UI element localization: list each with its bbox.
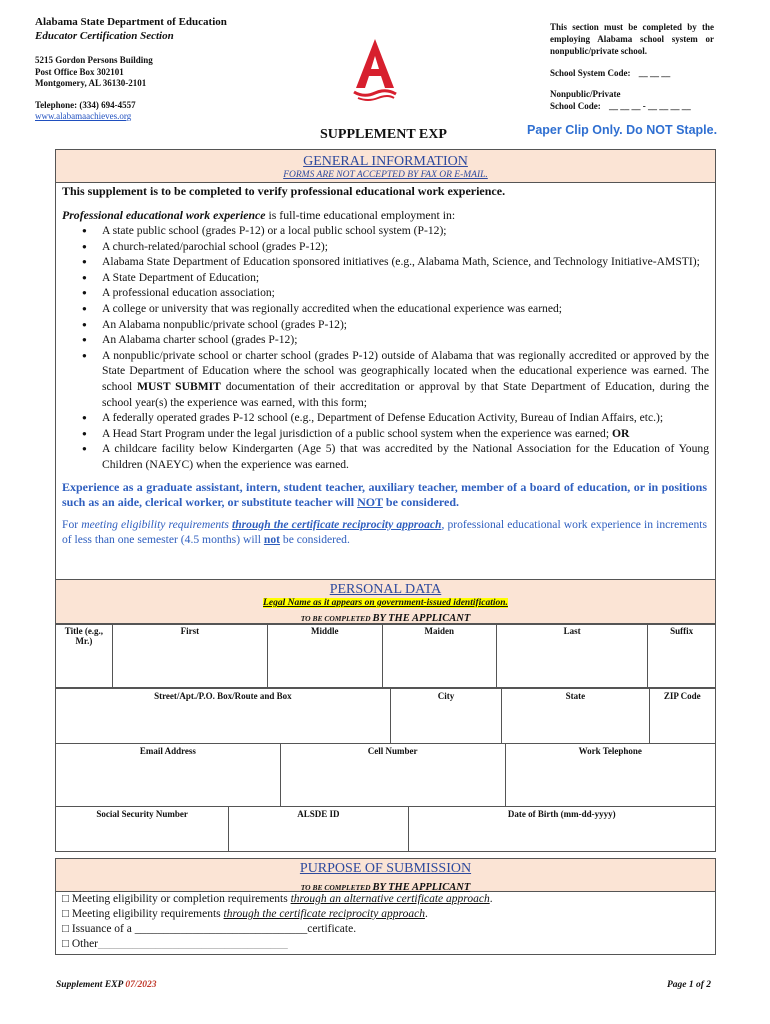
alsde-logo-icon (350, 36, 400, 106)
other-field[interactable]: _________________________________ (98, 938, 288, 950)
childcare-text: A childcare facility below Kindergarten (Age 5) that was accredited by the National Association for the Education of Young Children (NAEYC) when the experience was earned. (102, 442, 709, 471)
recip-bold: through the certificate reciprocity approach (231, 517, 442, 531)
experience-item: ● An Alabama nonpublic/private school (grades P-12); (102, 317, 709, 333)
personal-data-title: PERSONAL DATA (329, 582, 442, 597)
experience-item: ● A college or university that was regionally accredited when the educational experience was earned; (102, 301, 709, 317)
footer-form-id (56, 980, 156, 990)
website-link[interactable]: www.alabamaachieves.org (35, 111, 132, 121)
suffix-cell[interactable] (648, 624, 716, 688)
dob-label: Date of Birth (mm-dd-yyyy) (507, 809, 616, 819)
excluded-note-not: NOT (357, 495, 383, 509)
nonpublic-code-row (550, 100, 714, 112)
cell-number-label: Cell Number (367, 746, 418, 756)
option-reciprocity-b: through the certificate reciprocity approach (223, 908, 425, 920)
experience-item: ● A church-related/parochial school (grades P-12); (102, 239, 709, 255)
maiden-name-label: Maiden (424, 626, 455, 636)
option-alternative[interactable] (62, 892, 715, 907)
work-telephone-cell[interactable] (505, 744, 715, 807)
experience-item: ● Alabama State Department of Education sponsored initiatives (e.g., Alabama Math, Science, and Technology Initiative-AMSTI); (102, 254, 709, 270)
submission-title: PURPOSE OF SUBMISSION (299, 861, 472, 876)
street-cell[interactable] (56, 689, 391, 744)
employer-notice: This section must be completed by the employing Alabama school system or nonpublic/private school. (550, 22, 714, 56)
address-line-2: Post Office Box 302101 (35, 66, 124, 77)
section-name: Educator Certification Section (35, 30, 174, 42)
alsde-id-label: ALSDE ID (297, 809, 340, 819)
recip-a: For (62, 517, 82, 531)
last-name-label: Last (563, 626, 581, 636)
address-line-1: 5215 Gordon Persons Building (35, 55, 153, 65)
submission-tbc-b: BY THE APPLICANT (372, 882, 471, 893)
excluded-note-b: be considered. (382, 495, 460, 509)
experience-item (102, 441, 709, 472)
recip-b: , professional educational work experience in increments of less than one semester (4.5 months) will (62, 517, 707, 546)
checkbox-reciprocity[interactable]: □ (62, 908, 69, 920)
dob-cell[interactable] (408, 807, 716, 852)
footer-form-name: Supplement EXP (56, 980, 126, 990)
school-system-code-field[interactable]: __ __ __ (638, 68, 671, 78)
employer-section (550, 21, 714, 112)
telephone: Telephone: (334) 694-4557 (35, 100, 136, 110)
option-reciprocity[interactable] (62, 907, 715, 922)
excluded-experience-note (62, 480, 707, 511)
experience-item (102, 348, 709, 410)
title-label: Title (e.g., Mr.) (64, 626, 104, 646)
option-alternative-a: Meeting eligibility or completion requirements (71, 893, 291, 905)
recip-not: not (263, 532, 280, 546)
footer-form-date: 07/2023 (125, 980, 157, 990)
state-label: State (565, 691, 586, 701)
paper-clip-notice: Paper Clip Only. Do NOT Staple. (527, 123, 718, 137)
first-name-cell[interactable] (112, 624, 267, 688)
experience-list (56, 223, 709, 473)
nonpublic-code-field[interactable]: __ __ __ - __ __ __ __ (609, 101, 691, 111)
nonpublic-code-label: School Code: (550, 101, 601, 111)
option-other[interactable] (62, 937, 715, 952)
issuance-certificate-field[interactable]: ______________________________ (134, 923, 308, 935)
experience-item (102, 426, 709, 442)
state-cell[interactable] (502, 689, 649, 744)
option-alternative-b: through an alternative certificate approach (290, 893, 490, 905)
submission-tbc-a: TO BE COMPLETED (300, 883, 373, 892)
headstart-text: A Head Start Program under the legal jurisdiction of a public school system when the experience was earned; (102, 426, 612, 440)
personal-tbc-b: BY THE APPLICANT (372, 613, 471, 624)
experience-item: ● An Alabama charter school (grades P-12); (102, 332, 709, 348)
last-name-cell[interactable] (497, 624, 648, 688)
middle-name-label: Middle (310, 626, 339, 636)
experience-item: ● A state public school (grades P-12) or a local public school system (P-12); (102, 223, 709, 239)
checkbox-other[interactable]: □ (62, 938, 69, 950)
experience-item: ● A professional education association; (102, 285, 709, 301)
suffix-label: Suffix (670, 626, 694, 636)
general-info-body (55, 181, 716, 602)
address-table (55, 688, 716, 744)
option-reciprocity-a: Meeting eligibility requirements (71, 908, 224, 920)
definition-rest: is full-time educational employment in: (265, 208, 456, 222)
submission-header (55, 858, 716, 892)
submission-body (55, 890, 716, 955)
fed-text: A federally operated grades P-12 school (e.g., Department of Defense Education Activity, Bureau of Indian Affairs, etc.); (102, 411, 664, 425)
form-title: SUPPLEMENT EXP (320, 127, 447, 142)
city-label: City (437, 691, 455, 701)
id-table (55, 806, 716, 852)
middle-name-cell[interactable] (268, 624, 383, 688)
email-cell[interactable] (56, 744, 281, 807)
reciprocity-note (62, 517, 707, 547)
option-reciprocity-period: . (424, 908, 428, 920)
checkbox-alternative[interactable]: □ (62, 893, 69, 905)
contact-table (55, 743, 716, 807)
dept-name: Alabama State Department of Education (35, 16, 227, 28)
street-label: Street/Apt./P.O. Box/Route and Box (154, 691, 292, 701)
fax-notice: FORMS ARE NOT ACCEPTED BY FAX OR E-MAIL. (283, 170, 488, 180)
option-issuance-b: certificate. (307, 923, 357, 935)
legal-name-note: Legal Name as it appears on government-issued identification. (263, 598, 508, 608)
excluded-note-a: Experience as a graduate assistant, intern, student teacher, auxiliary teacher, member of a board of education, or in positions such as an aide, clerical worker, or substitute teacher will (62, 479, 707, 509)
experience-item (102, 410, 709, 426)
supplement-purpose: This supplement is to be completed to verify professional educational work experience. (62, 184, 506, 198)
legal-name-row (56, 598, 715, 608)
maiden-name-cell[interactable] (382, 624, 497, 688)
np-must-submit: MUST SUBMIT (137, 379, 221, 393)
page-number: Page 1 of 2 (667, 980, 712, 990)
zip-label: ZIP Code (663, 691, 701, 701)
definition-term: Professional educational work experience (62, 208, 266, 222)
personal-tbc-a: TO BE COMPLETED (300, 614, 373, 623)
option-other-label: Other (71, 938, 99, 950)
first-name-label: First (180, 626, 200, 636)
email-label: Email Address (139, 746, 196, 756)
nonpublic-label-1: Nonpublic/Private (550, 89, 621, 99)
address-block (35, 55, 153, 90)
general-info-title: GENERAL INFORMATION (303, 154, 468, 169)
city-cell[interactable] (390, 689, 502, 744)
title-cell[interactable] (56, 624, 113, 688)
cell-number-cell[interactable] (280, 744, 505, 807)
np-text-a: A nonpublic/private school or charter school (grades P-12) outside of Alabama that was regionally accredited or approved by the State Department of Education where the school was geographically located when the educational experience was earned. The school (102, 348, 709, 393)
personal-data-header (55, 579, 716, 625)
recip-italic: meeting eligibility requirements (81, 517, 229, 531)
experience-item: ● A State Department of Education; (102, 270, 709, 286)
option-issuance[interactable] (62, 922, 715, 937)
definition-line (62, 208, 715, 223)
option-alternative-period: . (489, 893, 493, 905)
checkbox-issuance[interactable]: □ (62, 923, 69, 935)
alsde-id-cell[interactable] (229, 807, 408, 852)
ssn-cell[interactable] (56, 807, 229, 852)
option-issuance-a: Issuance of a (71, 923, 135, 935)
address-line-3: Montgomery, AL 36130-2101 (35, 78, 147, 88)
school-system-code-row (550, 67, 714, 79)
np-text-b: documentation of their accreditation or approval by that State Department of Education, during the school year(s) the experience was earned, with this form; (102, 379, 709, 409)
recip-c: be considered. (280, 532, 350, 546)
alsde-logo (350, 36, 400, 106)
zip-cell[interactable] (649, 689, 715, 744)
ssn-label: Social Security Number (96, 809, 188, 819)
headstart-or: OR (611, 426, 630, 440)
work-telephone-label: Work Telephone (578, 746, 642, 756)
general-info-header (55, 149, 716, 183)
name-table (55, 623, 716, 688)
school-system-code-label: School System Code: (550, 68, 631, 78)
